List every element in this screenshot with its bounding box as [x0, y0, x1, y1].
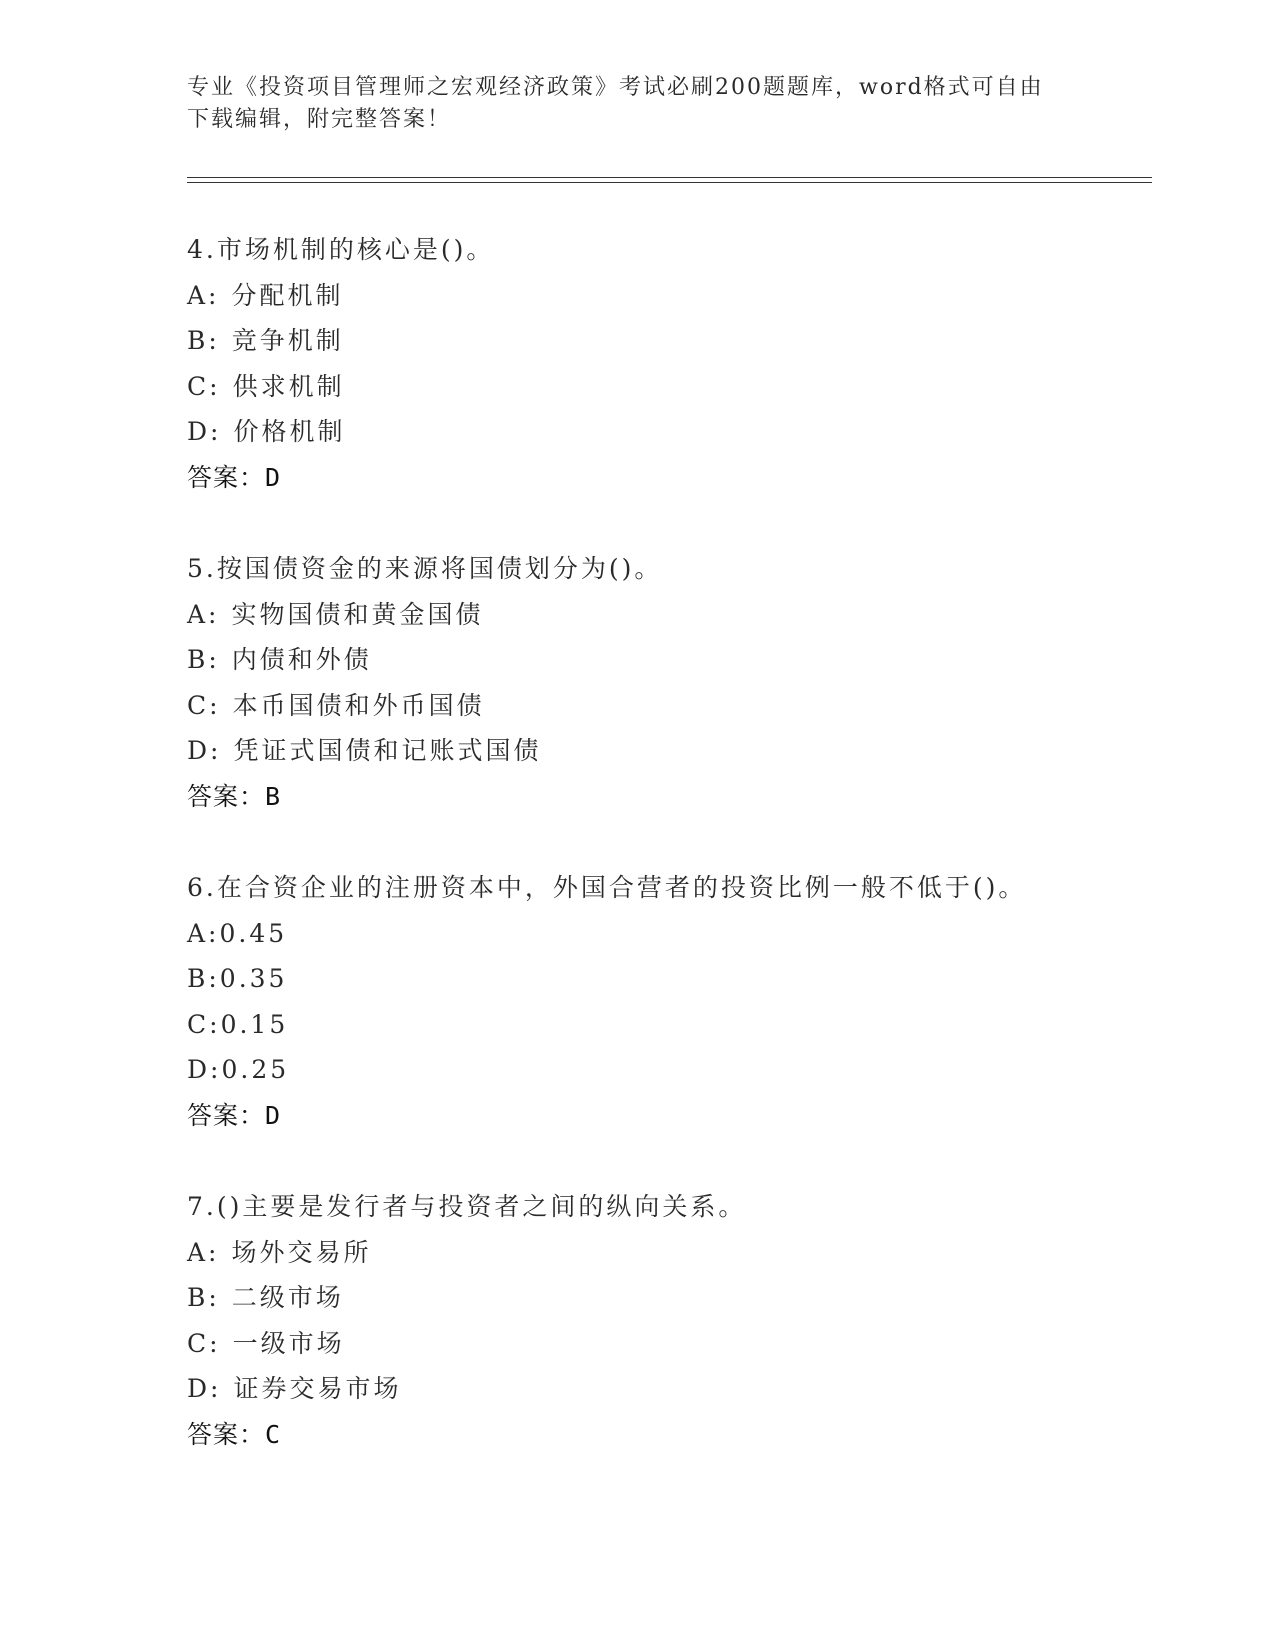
option-b [187, 1275, 1147, 1321]
option-text: 0.45 [219, 918, 288, 948]
answer-line: 答案：D [187, 462, 282, 492]
answer-line: 答案：B [187, 781, 282, 811]
option-c [187, 364, 1147, 410]
option-text: 证券交易市场 [233, 1374, 402, 1403]
option-key: B: [187, 645, 220, 674]
option-a [187, 911, 1147, 957]
option-a [187, 1230, 1147, 1276]
header-divider-bottom [187, 182, 1152, 183]
option-d [187, 728, 1147, 774]
question-block [187, 227, 1147, 500]
option-key: D: [187, 417, 222, 446]
option-text: 分配机制 [231, 280, 344, 310]
question-block [187, 546, 1147, 819]
option-text: 供求机制 [232, 371, 345, 401]
option-key: A: [187, 1237, 220, 1267]
option-text: 内债和外债 [231, 645, 372, 674]
header-line-2: 下载编辑，附完整答案！ [187, 107, 452, 132]
option-d [187, 1047, 1147, 1093]
question-stem: 7.()主要是发行者与投资者之间的纵向关系。 [187, 1192, 747, 1221]
answer-line: 答案：C [187, 1419, 282, 1449]
option-c [187, 1321, 1147, 1367]
option-text: 本币国债和外币国债 [232, 690, 485, 720]
option-key: B: [187, 964, 220, 993]
option-text: 竞争机制 [231, 326, 344, 355]
option-b [187, 637, 1147, 683]
option-key: C: [187, 371, 221, 401]
option-b [187, 956, 1147, 1002]
option-key: C: [187, 1009, 221, 1039]
option-key: B: [187, 1283, 220, 1312]
option-text: 二级市场 [231, 1283, 344, 1312]
option-text: 实物国债和黄金国债 [231, 599, 484, 629]
question-stem: 4.市场机制的核心是()。 [187, 235, 495, 264]
header-divider-top [187, 177, 1152, 178]
option-a [187, 273, 1147, 319]
question-block [187, 865, 1147, 1138]
option-text: 场外交易所 [231, 1237, 372, 1267]
option-key: A: [187, 599, 220, 629]
option-text: 凭证式国债和记账式国债 [233, 736, 542, 765]
option-key: D: [187, 1055, 222, 1084]
option-text: 0.15 [220, 1009, 289, 1039]
option-key: C: [187, 690, 221, 720]
option-a [187, 592, 1147, 638]
question-stem: 6.在合资企业的注册资本中，外国合营者的投资比例一般不低于()。 [187, 873, 1027, 902]
option-key: D: [187, 736, 222, 765]
option-key: A: [187, 280, 220, 310]
option-text: 0.35 [219, 964, 288, 993]
answer-line: 答案：D [187, 1100, 282, 1130]
option-d [187, 409, 1147, 455]
document-header [187, 72, 1067, 136]
question-stem: 5.按国债资金的来源将国债划分为()。 [187, 554, 663, 583]
option-d [187, 1366, 1147, 1412]
header-line-1: 专业《投资项目管理师之宏观经济政策》考试必刷200题题库，word格式可自由 [187, 75, 1044, 100]
option-c [187, 683, 1147, 729]
option-key: B: [187, 326, 220, 355]
option-text: 价格机制 [233, 417, 346, 446]
option-key: D: [187, 1374, 222, 1403]
option-b [187, 318, 1147, 364]
option-key: C: [187, 1328, 221, 1358]
question-block [187, 1184, 1147, 1457]
option-key: A: [187, 918, 220, 948]
option-text: 0.25 [221, 1055, 290, 1084]
option-c [187, 1002, 1147, 1048]
option-text: 一级市场 [232, 1328, 345, 1358]
